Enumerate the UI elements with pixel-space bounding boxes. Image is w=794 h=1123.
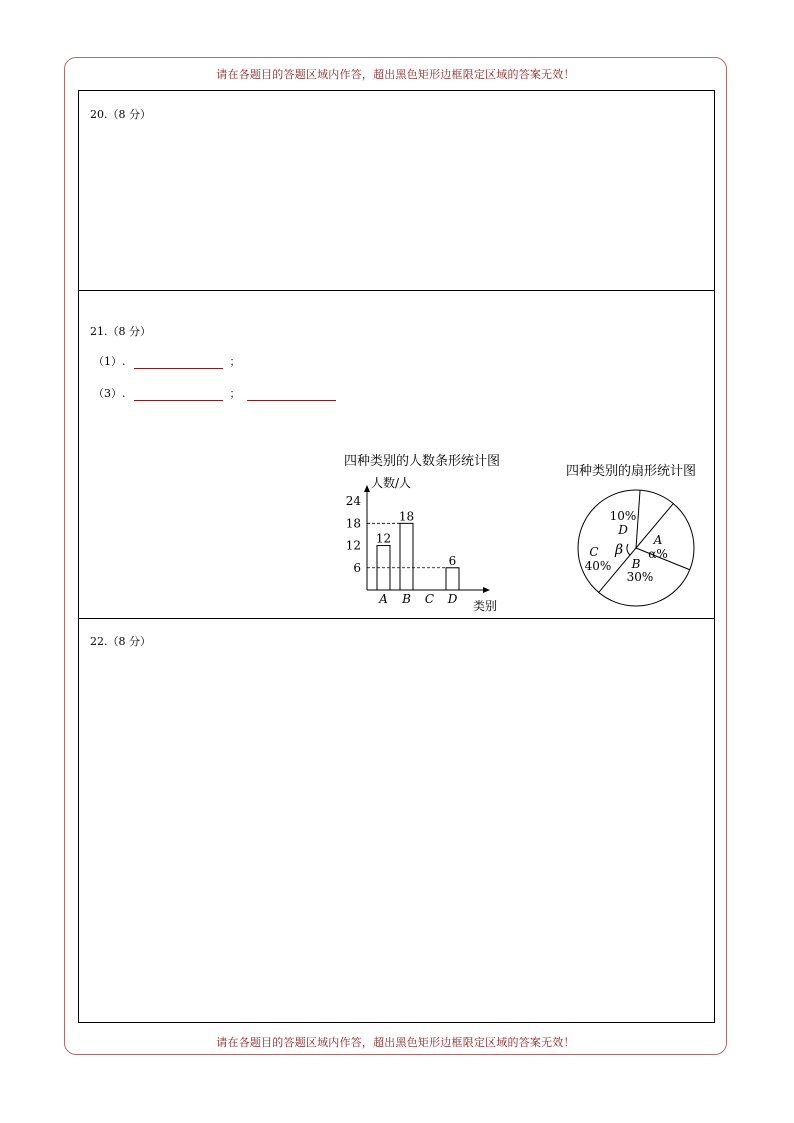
slice-value-A: α%	[648, 547, 668, 561]
slice-label-D: D	[618, 523, 628, 537]
slice-label-A: A	[653, 533, 663, 547]
bar-chart-title: 四种类别的人数条形统计图	[343, 454, 501, 469]
question-20-label: 20.（8 分）	[90, 108, 151, 121]
x-axis-arrow	[483, 587, 490, 593]
slice-value-C: 40%	[584, 559, 612, 573]
x-tick-label-B: B	[402, 592, 411, 606]
top-notice: 请在各题目的答题区域内作答，超出黑色矩形边框限定区域的答案无效！	[216, 68, 575, 81]
question-20-answer-area[interactable]	[78, 90, 715, 291]
part-3-blank-1[interactable]	[134, 388, 223, 401]
question-21-answer-area[interactable]	[78, 290, 715, 619]
part-1-blank[interactable]	[134, 356, 223, 369]
x-tick-label-D: D	[447, 592, 458, 606]
part-3-blank-2[interactable]	[247, 388, 336, 401]
pie-chart-title: 四种类别的扇形统计图	[565, 464, 697, 479]
data-label-A: 12	[375, 531, 392, 546]
data-label-B: 18	[398, 509, 415, 524]
beta-angle-label: β	[614, 542, 624, 558]
y-axis-arrow	[364, 485, 370, 492]
x-tick-label-A: A	[379, 592, 388, 606]
question-22-answer-area[interactable]	[78, 618, 715, 1023]
y-tick-label: 18	[345, 516, 361, 531]
pie-chart	[549, 460, 714, 618]
slice-value-B: 30%	[626, 570, 654, 584]
y-axis-label: 人数/人	[371, 476, 412, 490]
separator: ；	[229, 355, 241, 368]
slice-value-D: 10%	[609, 509, 637, 523]
y-tick-label: 6	[353, 560, 361, 575]
part-3-line	[93, 385, 336, 401]
bar-B	[400, 523, 413, 590]
bar-D	[446, 568, 459, 590]
data-label-D: 6	[448, 553, 457, 568]
question-21-label: 21.（8 分）	[90, 325, 151, 338]
question-22-label: 22.（8 分）	[90, 635, 151, 648]
slice-label-C: C	[589, 545, 599, 559]
bottom-notice: 请在各题目的答题区域内作答，超出黑色矩形边框限定区域的答案无效！	[216, 1036, 575, 1049]
separator: ；	[229, 387, 241, 400]
part-3-label: （3）.	[93, 387, 126, 400]
x-axis-label: 类别	[473, 599, 498, 613]
slice-label-B: B	[631, 557, 641, 571]
part-1-line	[93, 353, 247, 369]
x-tick-label-C: C	[424, 592, 435, 606]
bar-chart	[317, 450, 527, 618]
part-1-label: （1）.	[93, 355, 126, 368]
y-tick-label: 12	[345, 538, 361, 553]
y-tick-label: 24	[345, 494, 361, 509]
